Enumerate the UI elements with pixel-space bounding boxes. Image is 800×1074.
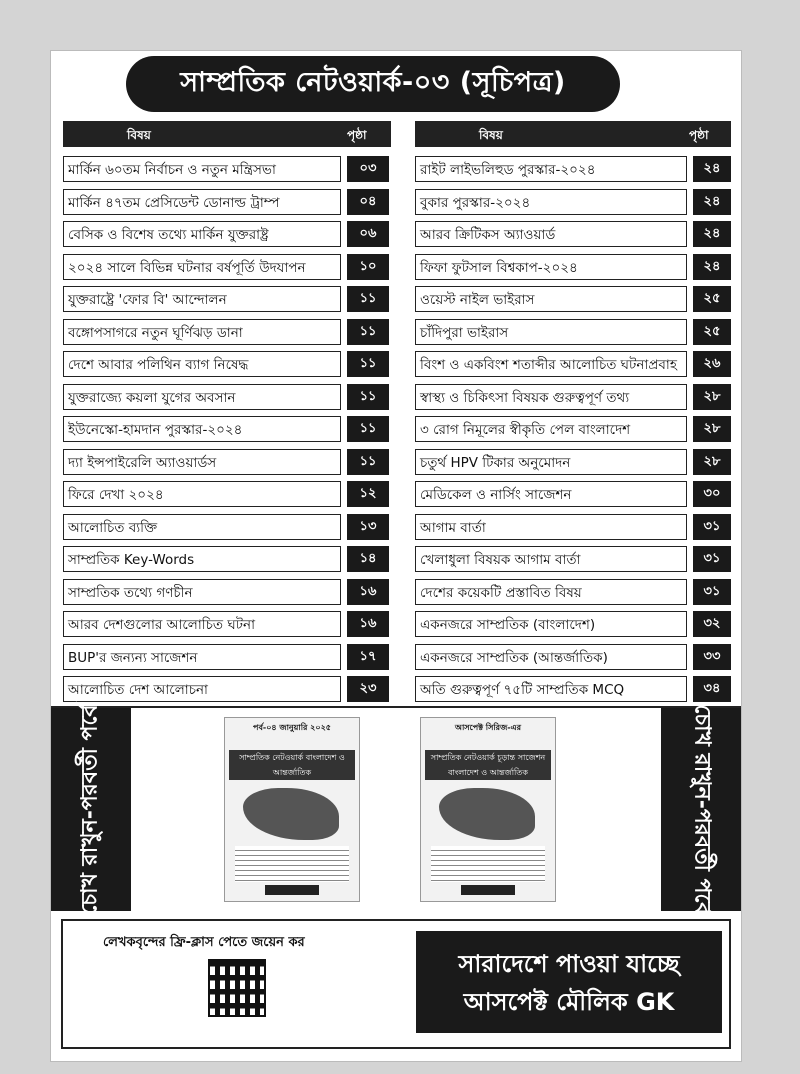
toc-page-number: ০৪: [347, 189, 389, 215]
toc-page-number: ৩৩: [693, 644, 731, 670]
toc-row: [63, 253, 391, 286]
cover-illustration-icon: [243, 788, 339, 840]
side-banner-left: চোখ রাখুন-পরবর্তী পর্বে: [51, 708, 131, 911]
toc-label: ফিফা ফুটসাল বিশ্বকাপ-২০২৪: [415, 254, 687, 280]
toc-row: [415, 318, 731, 351]
cover-illustration-icon: [439, 788, 535, 840]
toc-label: মার্কিন ৪৭তম প্রেসিডেন্ট ডোনাল্ড ট্রাম্প: [63, 189, 341, 215]
cover-name: সাম্প্রতিক নেটওয়ার্ক বাংলাদেশ ও আন্তর্জাতিক: [229, 750, 355, 780]
toc-row: [63, 643, 391, 676]
toc-label: একনজরে সাম্প্রতিক (আন্তর্জাতিক): [415, 644, 687, 670]
toc-page-number: ৩১: [693, 579, 731, 605]
toc-label: মার্কিন ৬০তম নির্বাচন ও নতুন মন্ত্রিসভা: [63, 156, 341, 182]
toc-row: [63, 383, 391, 416]
toc-page-number: ৩০: [693, 481, 731, 507]
toc-label: আরব ক্রিটিকস অ্যাওয়ার্ড: [415, 221, 687, 247]
toc-page-number: ৩১: [693, 514, 731, 540]
toc-row: [63, 578, 391, 611]
toc-page-number: ১৭: [347, 644, 389, 670]
toc-label: স্বাস্থ্য ও চিকিৎসা বিষয়ক গুরুত্বপূর্ণ তথ্য: [415, 384, 687, 410]
qr-code-icon[interactable]: [208, 959, 266, 1017]
toc-label: BUP'র জন্যন্য সাজেশন: [63, 644, 341, 670]
right-toc-list: [415, 155, 731, 708]
book-cover-2: [420, 717, 556, 902]
toc-row: [63, 285, 391, 318]
availability-line-1: সারাদেশে পাওয়া যাচ্ছে: [458, 950, 680, 978]
toc-label: আগাম বার্তা: [415, 514, 687, 540]
toc-row: [415, 610, 731, 643]
availability-line-2: আসপেক্ট মৌলিক GK: [463, 988, 675, 1016]
toc-row: [415, 350, 731, 383]
toc-label: সাম্প্রতিক তথ্যে গণচীন: [63, 579, 341, 605]
toc-row: [415, 480, 731, 513]
toc-label: বুকার পুরস্কার-২০২৪: [415, 189, 687, 215]
toc-label: বঙ্গোপসাগরে নতুন ঘূর্ণিঝড় ডানা: [63, 319, 341, 345]
toc-label: রাইট লাইভলিহুড পুরস্কার-২০২৪: [415, 156, 687, 182]
cover-logo: [461, 885, 515, 895]
toc-page-number: ২৩: [347, 676, 389, 702]
left-column-header: [63, 121, 391, 147]
toc-row: [63, 155, 391, 188]
toc-page-number: ২৫: [693, 319, 731, 345]
side-banner-right: চোখ রাখুন-পরবর্তী পর্বে: [661, 708, 741, 911]
page-header: পৃষ্ঠা: [347, 128, 367, 142]
toc-label: ওয়েস্ট নাইল ভাইরাস: [415, 286, 687, 312]
toc-row: [63, 220, 391, 253]
toc-label: ৩ রোগ নিমূলের স্বীকৃতি পেল বাংলাদেশ: [415, 416, 687, 442]
toc-row: [415, 545, 731, 578]
toc-page-number: ১১: [347, 384, 389, 410]
toc-page-number: ২৪: [693, 221, 731, 247]
toc-page-number: ১৬: [347, 611, 389, 637]
toc-page-number: ০৬: [347, 221, 389, 247]
toc-row: [415, 675, 731, 708]
toc-label: একনজরে সাম্প্রতিক (বাংলাদেশ): [415, 611, 687, 637]
toc-page-number: ২৮: [693, 384, 731, 410]
cover-logo: [265, 885, 319, 895]
cover-top-text: পর্ব-০৪ জানুয়ারি ২০২৫: [253, 723, 331, 732]
toc-page-number: ১৩: [347, 514, 389, 540]
toc-label: ২০২৪ সালে বিভিন্ন ঘটনার বর্ষপূর্তি উদযাপন: [63, 254, 341, 280]
toc-label: অতি গুরুত্বপূর্ণ ৭৫টি সাম্প্রতিক MCQ: [415, 676, 687, 702]
toc-page-number: ২৫: [693, 286, 731, 312]
toc-row: [415, 513, 731, 546]
toc-row: [63, 188, 391, 221]
toc-page-number: ১০: [347, 254, 389, 280]
toc-label: ফিরে দেখা ২০২৪: [63, 481, 341, 507]
toc-row: [415, 578, 731, 611]
toc-label: বেসিক ও বিশেষ তথ্যে মার্কিন যুক্তরাষ্ট্র: [63, 221, 341, 247]
toc-page-number: ২৪: [693, 254, 731, 280]
book-cover-1: [224, 717, 360, 902]
right-column-header: [415, 121, 731, 147]
toc-page-number: ১১: [347, 449, 389, 475]
toc-page-number: ১৪: [347, 546, 389, 572]
toc-page-number: ১৬: [347, 579, 389, 605]
toc-row: [63, 350, 391, 383]
toc-row: [63, 675, 391, 708]
toc-page-number: ৩৪: [693, 676, 731, 702]
toc-page-number: ১১: [347, 416, 389, 442]
toc-row: [63, 318, 391, 351]
toc-page-number: ২৮: [693, 416, 731, 442]
toc-label: দেশে আবার পলিথিন ব্যাগ নিষেদ্ধ: [63, 351, 341, 377]
toc-label: যুক্তরাষ্ট্রে 'ফোর বি' আন্দোলন: [63, 286, 341, 312]
bottom-banner: [61, 919, 731, 1049]
toc-row: [63, 480, 391, 513]
left-toc-list: [63, 155, 391, 708]
toc-row: [415, 383, 731, 416]
toc-row: [415, 155, 731, 188]
toc-label: সাম্প্রতিক Key-Words: [63, 546, 341, 572]
toc-label: বিংশ ও একবিংশ শতাব্দীর আলোচিত ঘটনাপ্রবাহ: [415, 351, 687, 377]
toc-label: চতুর্থ HPV টিকার অনুমোদন: [415, 449, 687, 475]
toc-label: দ্যা ইন্সপাইরেলি অ্যাওয়ার্ডস: [63, 449, 341, 475]
toc-page-number: ১২: [347, 481, 389, 507]
toc-label: আলোচিত দেশ আলোচনা: [63, 676, 341, 702]
toc-label: আরব দেশগুলোর আলোচিত ঘটনা: [63, 611, 341, 637]
toc-page-number: ২৪: [693, 189, 731, 215]
toc-row: [63, 610, 391, 643]
availability-box: [416, 931, 722, 1033]
toc-page-number: ১১: [347, 351, 389, 377]
toc-label: মেডিকেল ও নার্সিং সাজেশন: [415, 481, 687, 507]
cover-contents: [235, 846, 349, 882]
toc-row: [415, 285, 731, 318]
page-title: সাম্প্রতিক নেটওয়ার্ক-০৩ (সূচিপত্র): [126, 56, 620, 112]
toc-page-number: ২৪: [693, 156, 731, 182]
toc-label: ইউনেস্কো-হামদান পুরস্কার-২০২৪: [63, 416, 341, 442]
cover-name: সাম্প্রতিক নেটওয়ার্ক চূড়ান্ত সাজেশন বাংলাদেশ ও আন্তর্জাতিক: [425, 750, 551, 780]
toc-page-number: ০৩: [347, 156, 389, 182]
toc-row: [415, 220, 731, 253]
toc-label: আলোচিত ব্যক্তি: [63, 514, 341, 540]
toc-label: চাঁদিপুরা ভাইরাস: [415, 319, 687, 345]
toc-page-number: ১১: [347, 319, 389, 345]
page-header: পৃষ্ঠা: [689, 128, 709, 142]
subject-header: বিষয়: [479, 128, 503, 142]
cover-contents: [431, 846, 545, 882]
toc-row: [415, 415, 731, 448]
toc-row: [415, 448, 731, 481]
toc-row: [63, 513, 391, 546]
subject-header: বিষয়: [127, 128, 151, 142]
toc-label: দেশের কয়েকটি প্রস্তাবিত বিষয়: [415, 579, 687, 605]
toc-page-number: ২৬: [693, 351, 731, 377]
toc-page: [50, 50, 742, 1062]
toc-row: [415, 188, 731, 221]
toc-label: খেলাধুলা বিষয়ক আগাম বার্তা: [415, 546, 687, 572]
toc-row: [415, 643, 731, 676]
toc-page-number: ১১: [347, 286, 389, 312]
cover-top-text: আসপেক্ট সিরিজ-এর: [454, 723, 522, 732]
toc-page-number: ৩২: [693, 611, 731, 637]
toc-page-number: ৩১: [693, 546, 731, 572]
next-issue-promo: [51, 704, 741, 915]
toc-row: [63, 448, 391, 481]
toc-row: [63, 545, 391, 578]
toc-row: [63, 415, 391, 448]
free-class-text: লেখকবৃন্দের ফ্রি-ক্লাস পেতে জয়েন কর: [103, 935, 305, 950]
toc-label: যুক্তরাজ্যে কয়লা যুগের অবসান: [63, 384, 341, 410]
toc-row: [415, 253, 731, 286]
toc-page-number: ২৮: [693, 449, 731, 475]
